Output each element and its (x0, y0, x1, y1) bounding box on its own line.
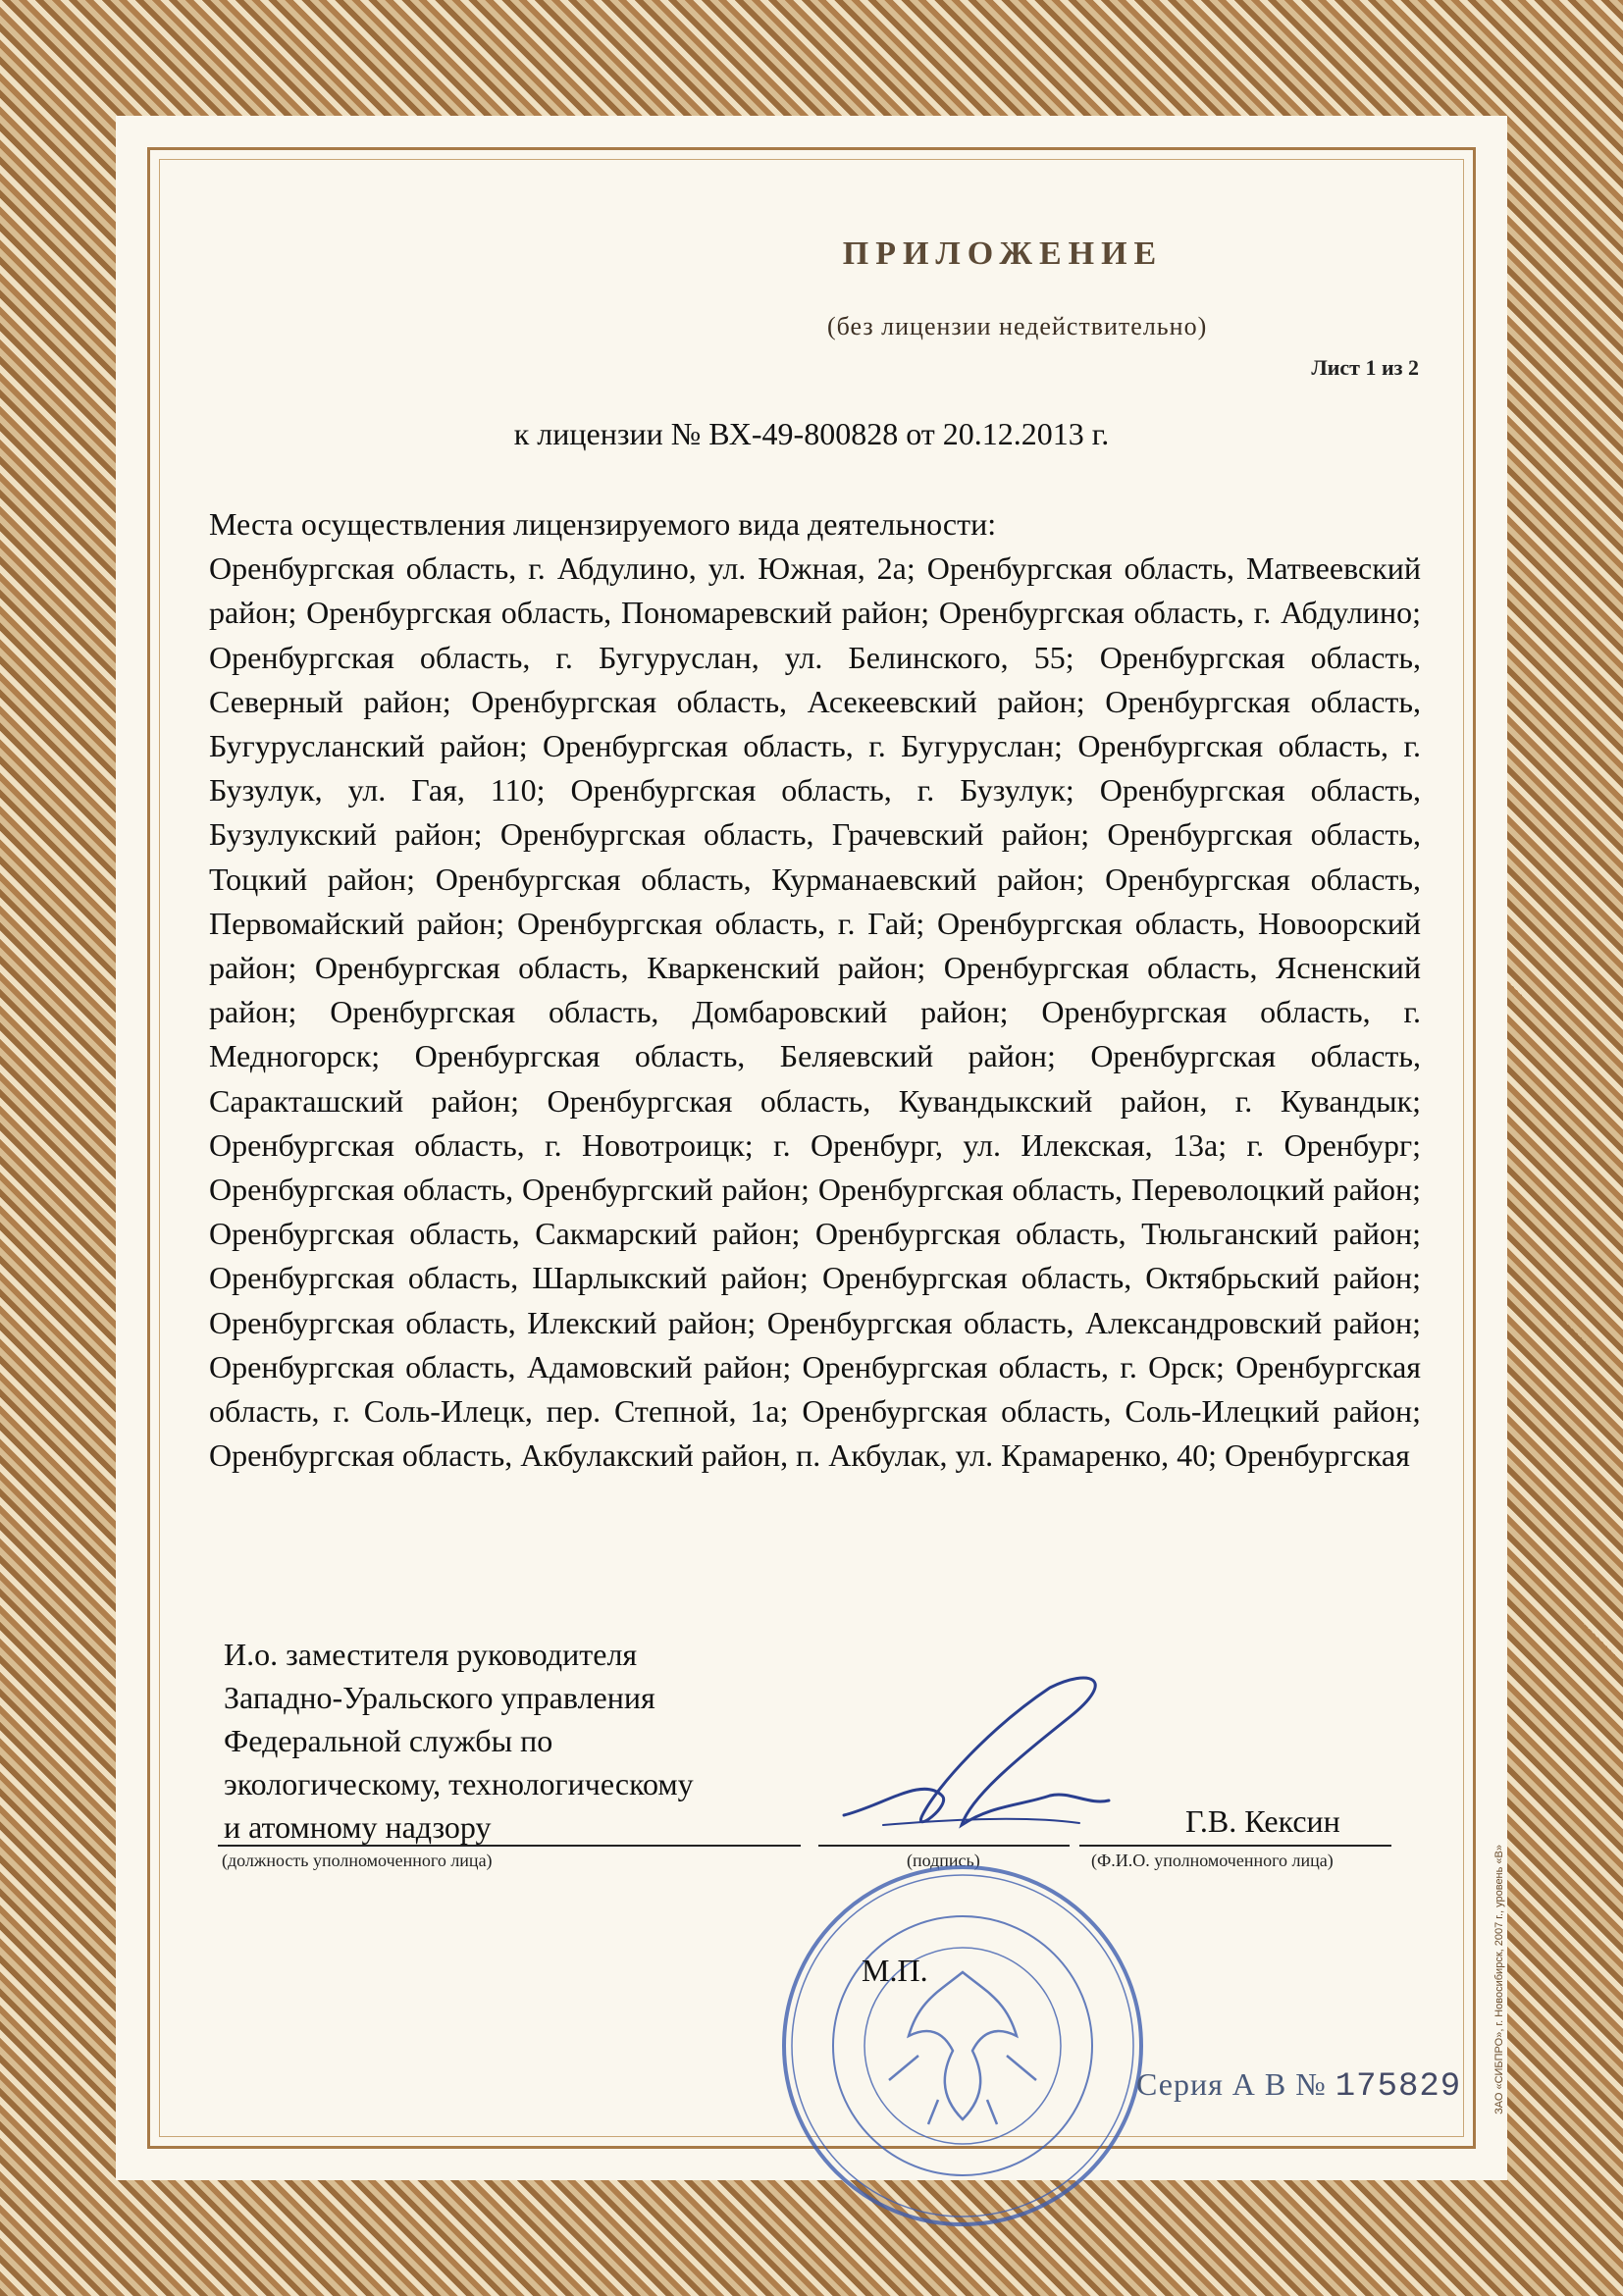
series-label: Серия А В № (1136, 2066, 1327, 2102)
places-heading: Места осуществления лицензируемого вида деятельности: (209, 506, 997, 542)
page-title: ПРИЛОЖЕНИЕ (842, 235, 1164, 272)
position-line: и атомному надзору (224, 1809, 492, 1845)
validity-note: (без лицензии недействительно) (827, 312, 1208, 340)
series-number: 175829 (1335, 2068, 1462, 2106)
position-underline (218, 1845, 801, 1847)
caption-name: (Ф.И.О. уполномоченного лица) (1091, 1851, 1334, 1870)
signatory-position (224, 1633, 812, 1849)
position-line: И.о. заместителя руководителя (224, 1637, 638, 1672)
sheet-number: Лист 1 из 2 (1311, 355, 1419, 380)
stamp-place-mark: М.П. (862, 1953, 928, 1988)
caption-signature: (подпись) (907, 1851, 980, 1870)
signatory-name: Г.В. Кексин (1185, 1803, 1340, 1839)
places-of-activity (209, 502, 1421, 1478)
position-line: Западно-Уральского управления (224, 1680, 655, 1715)
form-series (1136, 2066, 1461, 2106)
position-line: экологическому, технологическому (224, 1766, 694, 1801)
official-seal-stamp (771, 1854, 1154, 2237)
position-line: Федеральной службы по (224, 1723, 553, 1758)
license-reference: к лицензии № ВХ-49-800828 от 20.12.2013 г. (513, 416, 1110, 451)
places-text: Оренбургская область, г. Абдулино, ул. Южная, 2а; Оренбургская область, Матвеевский район; Оренбургская область, Пономаревский район; Оренбургская область, г. Абдулино; Оренбургская область, г. Бугуруслан, ул. Белинского, 55; Оренбургская область, Северный район; Оренбургская область, Асекеевский район; Оренбургская область, Бугурусланский район; Оренбургская область, г. Бугуруслан; Оренбургская область, г. Бузулук, ул. Гая, 110; Оренбургская область, г. Бузулук; Оренбургская область, Бузулукский район; Оренбургская область, Грачевский район; Оренбургская область, Тоцкий район; Оренбургская область, Курманаевский район; Оренбургская область, Первомайский район; Оренбургская область, г. Гай; Оренбургская область, Новоорский район; Оренбургская область, Кваркенский район; Оренбургская область, Ясненский район; Оренбургская область, Домбаровский район; Оренбургская область, г. Медногорск; Оренбургская область, Беляевский район; Оренбургская область, Саракташский район; Оренбургская область, Кувандыкский район, г. Кувандык; Оренбургская область, г. Новотроицк; г. Оренбург, ул. Илекская, 13а; г. Оренбург; Оренбургская область, Оренбургский район; Оренбургская область, Переволоцкий район; Оренбургская область, Сакмарский район; Оренбургская область, Тюльганский район; Оренбургская область, Шарлыкский район; Оренбургская область, Октябрьский район; Оренбургская область, Илекский район; Оренбургская область, Александровский район; Оренбургская область, Адамовский район; Оренбургская область, г. Орск; Оренбургская область, г. Соль-Илецк, пер. Степной, 1а; Оренбургская область, Соль-Илецкий район; Оренбургская область, Акбулакский район, п. Акбулак, ул. Крамаренко, 40; Оренбургская (209, 550, 1421, 1474)
handwritten-signature (824, 1658, 1138, 1854)
caption-position: (должность уполномоченного лица) (222, 1851, 493, 1870)
printer-note: ЗАО «СИБПРО», г. Новосибирск, 2007 г., уровень «В» (1493, 1845, 1505, 2114)
